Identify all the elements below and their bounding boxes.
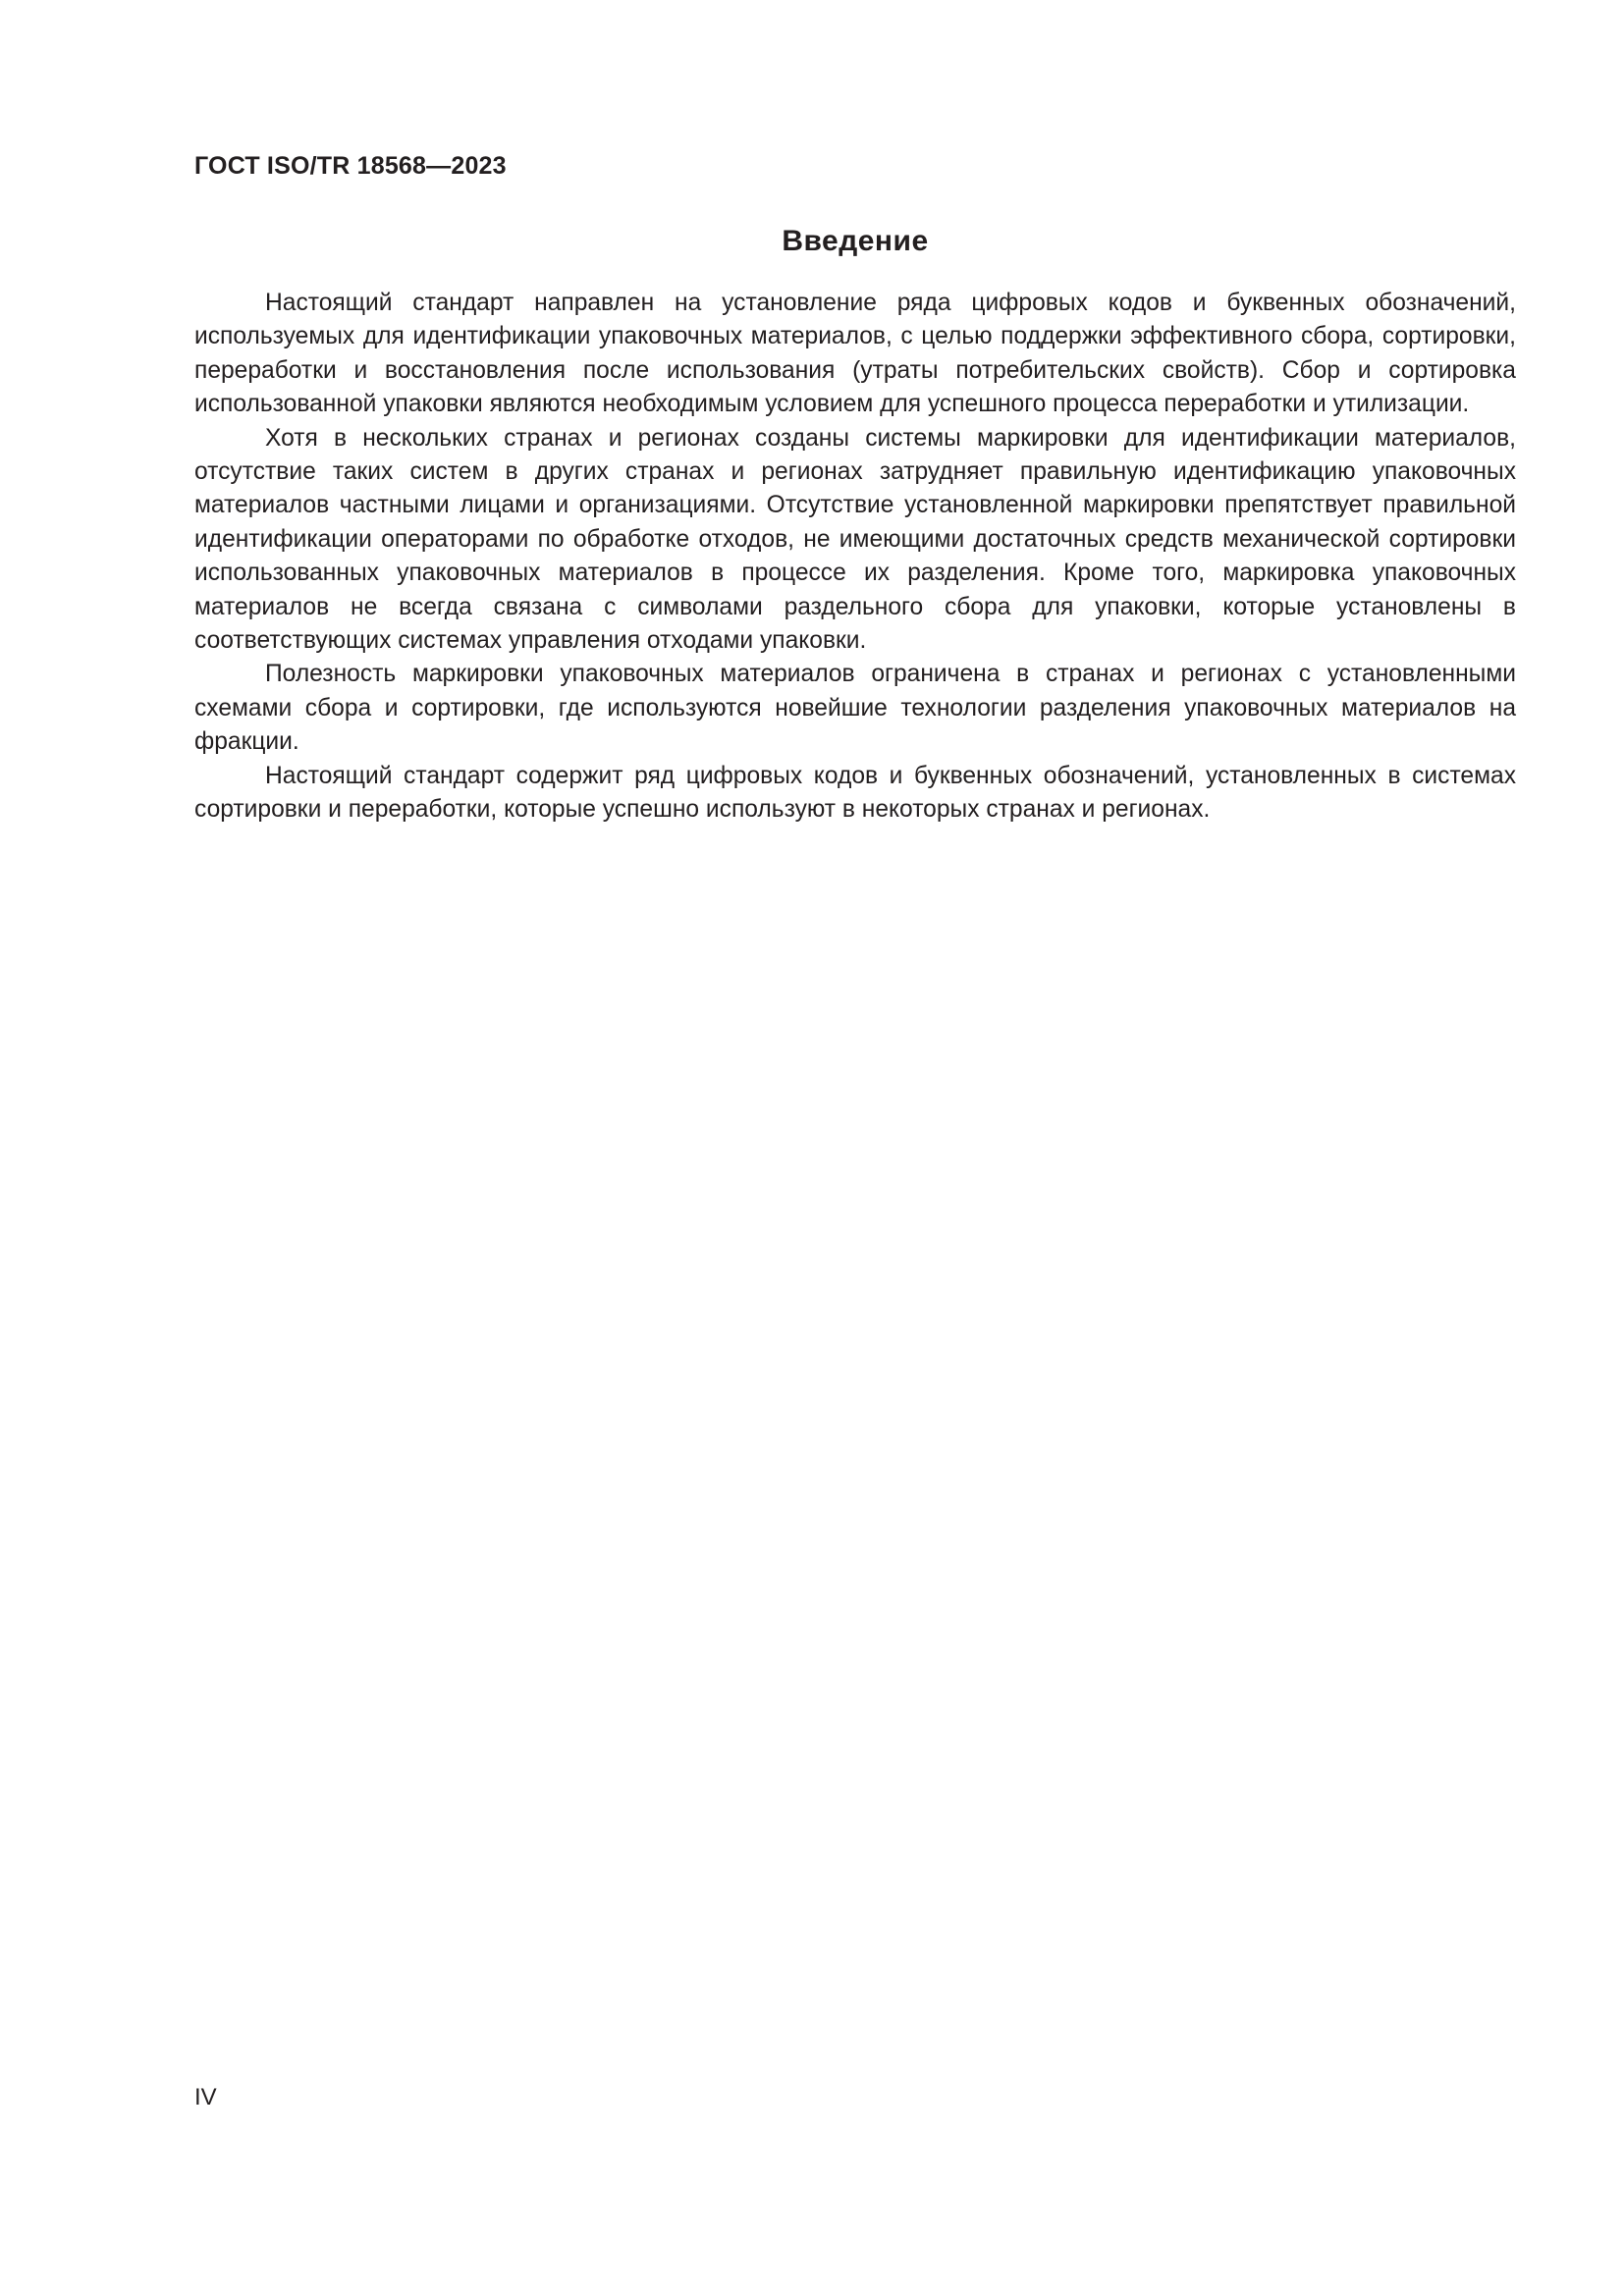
standard-header: ГОСТ ISO/TR 18568—2023 [194, 152, 507, 180]
introduction-body [194, 287, 1516, 828]
paragraph: Хотя в нескольких странах и регионах созданы системы маркировки для идентификации материалов, отсутствие таких систем в других странах и регионах затрудняет правильную идентификацию упаковочных материалов частными лицами и организациями. Отсутствие установленной маркировки препятствует правильной идентификации операторами по обработке отходов, не имеющими достаточных средств механической сортировки использованных упаковочных материалов в процессе их разделения. Кроме того, маркировка упаковочных материалов не всегда связана с символами раздельного сбора для упаковки, которые установлены в соответствующих системах управления отходами упаковки. [194, 424, 1516, 655]
paragraph: Настоящий стандарт содержит ряд цифровых кодов и буквенных обозначений, установленных в системах сортировки и переработки, которые успешно используют в некоторых странах и регионах. [194, 762, 1516, 824]
section-title: Введение [782, 225, 929, 257]
paragraph: Настоящий стандарт направлен на установление ряда цифровых кодов и буквенных обозначений, используемых для идентификации упаковочных материалов, с целью поддержки эффективного сбора, сортировки, переработки и восстановления после использования (утраты потребительских свойств). Сбор и сортировка использованной упаковки являются необходимым условием для успешного процесса переработки и утилизации. [194, 290, 1516, 418]
page-number: IV [194, 2084, 217, 2110]
paragraph: Полезность маркировки упаковочных материалов ограничена в странах и регионах с установленными схемами сбора и сортировки, где используются новейшие технологии разделения упаковочных материалов на фракции. [194, 661, 1516, 756]
